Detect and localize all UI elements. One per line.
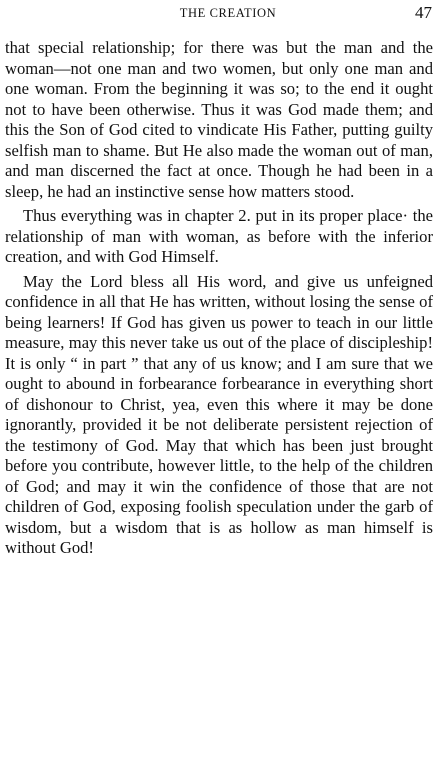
page-number: 47 bbox=[415, 3, 432, 22]
paragraph: May the Lord bless all His word, and give us unfeigned confidence in all that He has written, without losing the sense of being learners! If God has given us power to teach in our little measure, may this never take us out of the place of discipleship! It is only “ in part ” that any of us know; and I am sure that we ought to abound in forbearance forbearance in everything short of dishonour to Christ, yea, even this where it may be done ignorantly, provided it be not deliberate persistent rejection of the testimony of God. May that which has been just brought before you contribute, however little, to the help of the children of God; and may it win the confidence of those that are not children of God, exposing foolish speculation under the garb of wisdom, but a wisdom that is as hollow as man himself is without God! bbox=[5, 271, 433, 557]
running-head bbox=[8, 4, 432, 24]
running-title: THE CREATION bbox=[179, 6, 277, 20]
body-text bbox=[5, 38, 433, 559]
paragraph-continued: that special relationship; for there was but the man and the woman—not one man and two women, but only one man and one woman. From the beginning it was so; to the end it ought not to have been otherwise. Thus it was God made them; and this the Son of God cited to vindicate His Father, putting guilty selfish man to shame. But He also made the woman out of man, and man discerned the fact at once. Though he had been in a sleep, he had an instinctive sense how matters stood. bbox=[5, 38, 433, 201]
paragraph: Thus everything was in chapter 2. put in its proper place· the relationship of man with woman, as before with the inferior creation, and with God Himself. bbox=[5, 206, 433, 266]
